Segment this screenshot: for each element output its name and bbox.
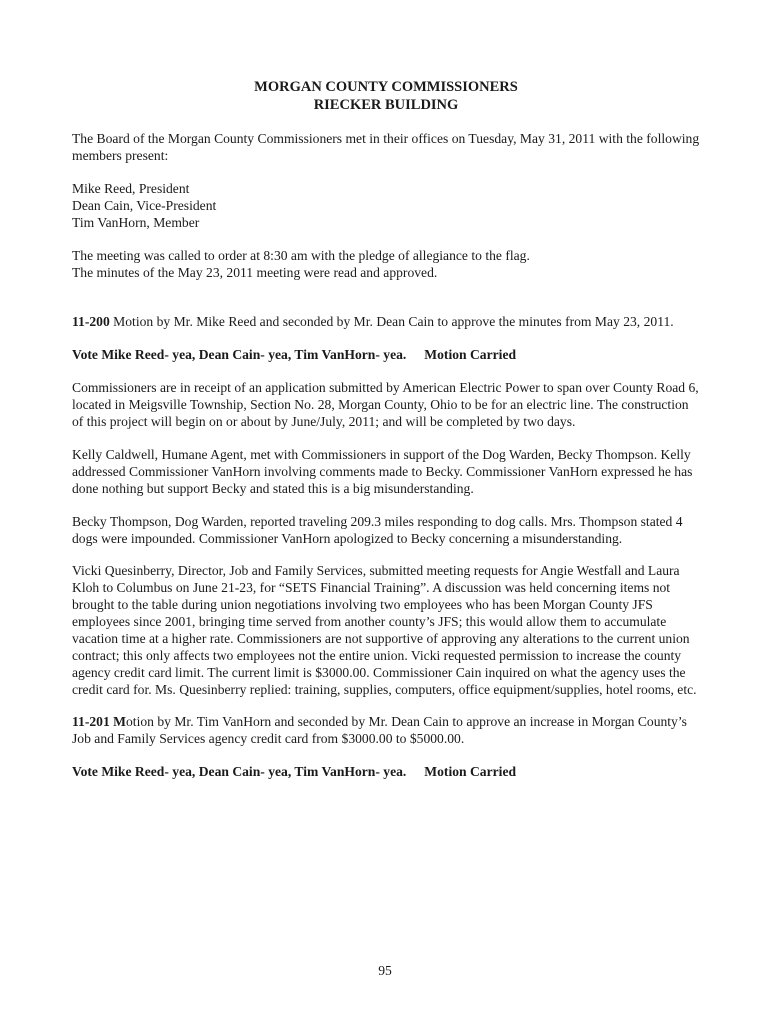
vote-result: Motion Carried [424, 347, 517, 362]
motion-text: Motion by Mr. Mike Reed and seconded by Mr. Dean Cain to approve the minutes from May 23, 2011. [109, 314, 674, 329]
motion-text: otion by Mr. Tim VanHorn and seconded by Mr. Dean Cain to approve an increase in Morgan County’s Job and Family Services agency credit card from $3000.00 to $5000.00. [72, 714, 687, 746]
caldwell-paragraph: Kelly Caldwell, Humane Agent, met with Commissioners in support of the Dog Warden, Becky Thompson. Kelly addressed Commissioner VanHorn involving comments made to Becky. Commissioner VanHorn expressed he has done nothing but support Becky and stated this is a big misunderstanding. [72, 447, 693, 496]
call-to-order-line: The meeting was called to order at 8:30 am with the pledge of allegiance to the flag. [72, 248, 530, 263]
member-president: Mike Reed, President [72, 181, 190, 196]
thompson-paragraph: Becky Thompson, Dog Warden, reported traveling 209.3 miles responding to dog calls. Mrs. Thompson stated 4 dogs were impounded. Commissioner VanHorn apologized to Becky concerning a misunderstanding. [72, 514, 683, 546]
intro-paragraph: The Board of the Morgan County Commissioners met in their offices on Tuesday, May 31, 2011 with the following members present: [72, 131, 700, 163]
member-vice-president: Dean Cain, Vice-President [72, 198, 217, 213]
motion-11-200 [72, 313, 700, 330]
title-line-2: RIECKER BUILDING [313, 97, 459, 113]
vote-text: Vote Mike Reed- yea, Dean Cain- yea, Tim VanHorn- yea. [72, 764, 407, 779]
minutes-approved-line: The minutes of the May 23, 2011 meeting were read and approved. [72, 265, 438, 280]
motion-number: 11-200 [72, 314, 110, 329]
title-line-1: MORGAN COUNTY COMMISSIONERS [254, 79, 518, 95]
quesinberry-paragraph: Vicki Quesinberry, Director, Job and Family Services, submitted meeting requests for Angie Westfall and Laura Kloh to Columbus on June 21-23, for “SETS Financial Training”. A discussion was held concerning items not brought to the table during union negotiations involving two employees who has been Morgan County JFS employees since 2001, bringing time served from another county’s JFS; this would allow them to accumulate vacation time at a higher rate. Commissioners are not supportive of approving any alterations to the current union contract; this only affects two employees not the entire union. Vicki requested permission to increase the county agency credit card limit. The current limit is $3000.00. Commissioner Cain inquired on what the agency uses the credit card for. Ms. Quesinberry replied: training, supplies, computers, office equipment/supplies, hotel rooms, etc. [72, 563, 697, 697]
document-page [72, 78, 700, 780]
vote-text: Vote Mike Reed- yea, Dean Cain- yea, Tim VanHorn- yea. [72, 347, 407, 362]
member-member: Tim VanHorn, Member [72, 215, 200, 230]
page-number: 95 [378, 963, 392, 978]
call-to-order [72, 247, 700, 281]
vote-line-2 [72, 763, 700, 780]
motion-number: 11-201 M [72, 714, 126, 729]
members-list [72, 180, 700, 231]
motion-11-201 [72, 713, 700, 747]
vote-result: Motion Carried [424, 764, 517, 779]
document-title [72, 78, 700, 114]
vote-line-1 [72, 346, 700, 363]
aep-paragraph: Commissioners are in receipt of an application submitted by American Electric Power to span over County Road 6, located in Meigsville Township, Section No. 28, Morgan County, Ohio to be for an electric line. The construction of this project will begin on or about by June/July, 2011; and will be completed by two days. [72, 380, 699, 429]
